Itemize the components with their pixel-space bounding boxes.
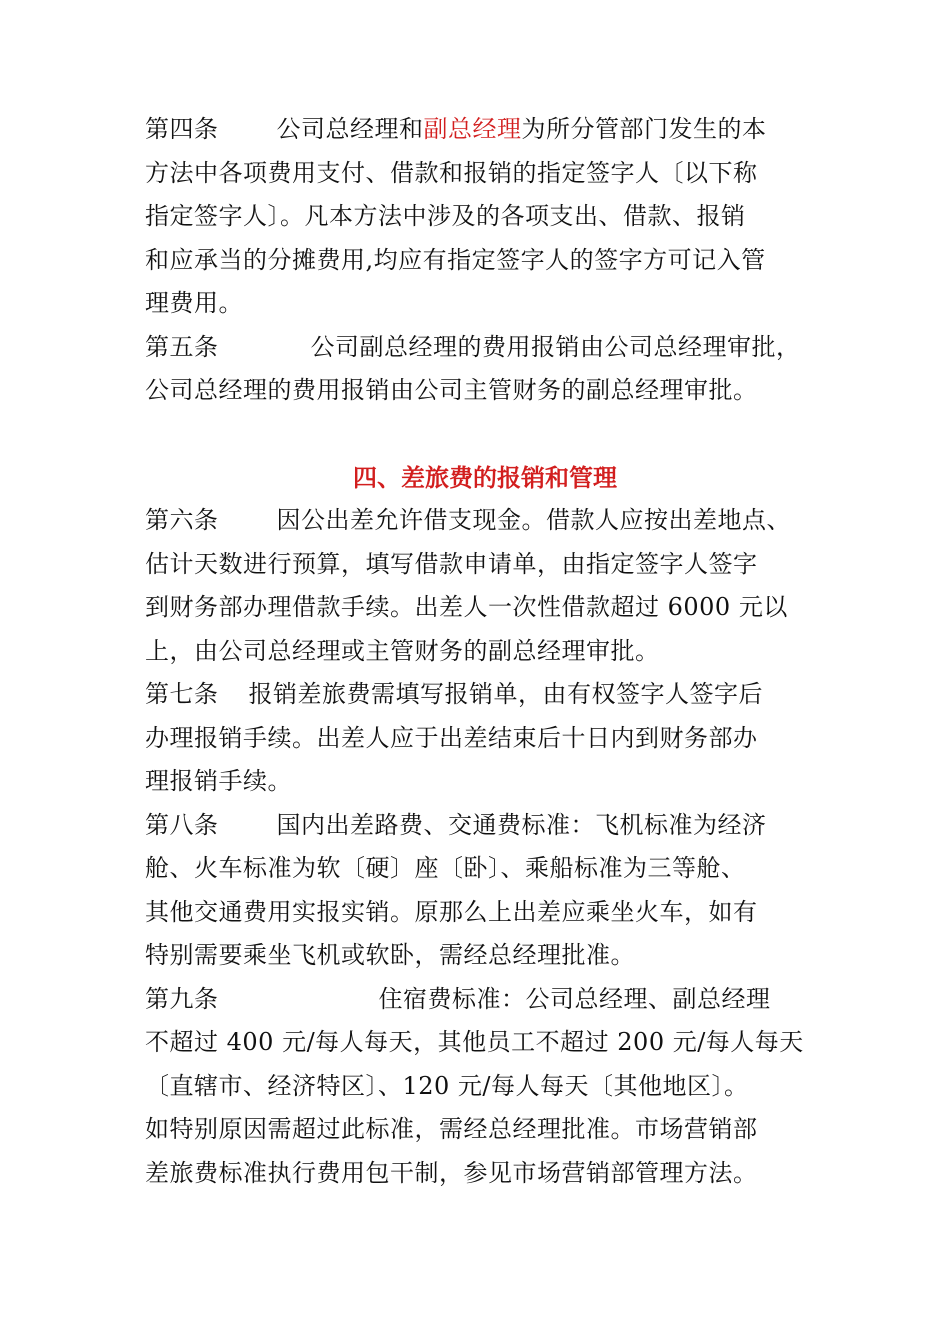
article-6-line-4: 上，由公司总经理或主管财务的副总经理审批。 [145, 636, 660, 665]
article-9-label: 第九条 [145, 984, 219, 1013]
article-7-line-2: 办理报销手续。出差人应于出差结束后十日内到财务部办 [145, 723, 758, 752]
article-6-line-1 [145, 499, 815, 543]
article-9-line-1 [145, 978, 815, 1022]
article-5-line-1 [145, 326, 815, 370]
article-4-text: 公司总经理和 [276, 115, 424, 143]
article-9-line-5: 差旅费标准执行费用包干制，参见市场营销部管理方法。 [145, 1158, 758, 1187]
article-7-label: 第七条 [145, 680, 219, 708]
article-9-text: 住宿费标准：公司总经理、副总经理 [378, 984, 771, 1013]
article-5-label: 第五条 [145, 332, 219, 361]
article-8-label: 第八条 [145, 810, 219, 839]
article-4-label: 第四条 [145, 115, 219, 143]
article-5-text: 公司副总经理的费用报销由公司总经理审批， [310, 332, 801, 361]
article-7-line-1 [145, 673, 815, 717]
article-4-line-5: 理费用。 [145, 289, 243, 317]
article-4-line-1 [145, 108, 815, 152]
article-8-line-3: 其他交通费用实报实销。原那么上出差应乘坐火车，如有 [145, 897, 758, 926]
article-4-line-2: 方法中各项费用支付、借款和报销的指定签字人〔以下称 [145, 158, 758, 187]
article-8-line-1 [145, 804, 815, 848]
article-4-highlight: 副总经理 [423, 115, 522, 143]
article-6-line-3: 到财务部办理借款手续。出差人一次性借款超过 6000 元以 [145, 593, 788, 621]
article-9-line-2: 不超过 400 元/每人每天，其他员工不超过 200 元/每人每天 [145, 1028, 804, 1056]
article-8-text: 国内出差路费、交通费标准：飞机标准为经济 [276, 810, 767, 839]
section-heading: 四、差旅费的报销和管理 [353, 462, 617, 492]
document-page [145, 108, 815, 1195]
article-6-text: 因公出差允许借支现金。借款人应按出差地点、 [276, 506, 791, 534]
article-9-line-4: 如特别原因需超过此标准，需经总经理批准。市场营销部 [145, 1115, 758, 1143]
article-4-line-3: 指定签字人〕。凡本方法中涉及的各项支出、借款、报销 [145, 202, 746, 230]
article-9-line-3: 〔直辖市、经济特区〕、120 元/每人每天〔其他地区〕。 [145, 1071, 749, 1100]
article-8-line-2: 舱、火车标准为软〔硬〕座〔卧〕、乘船标准为三等舱、 [145, 854, 746, 882]
article-7-text: 报销差旅费需填写报销单，由有权签字人签字后 [248, 680, 763, 708]
article-6-label: 第六条 [145, 506, 219, 534]
article-7-line-3: 理报销手续。 [145, 767, 292, 795]
article-5-line-2: 公司总经理的费用报销由公司主管财务的副总经理审批。 [145, 376, 758, 404]
article-6-line-2: 估计天数进行预算，填写借款申请单，由指定签字人签字 [145, 549, 758, 578]
article-4-line-4: 和应承当的分摊费用,均应有指定签字人的签字方可记入管 [145, 245, 766, 274]
article-8-line-4: 特别需要乘坐飞机或软卧，需经总经理批准。 [145, 941, 635, 969]
article-4-text: 为所分管部门发生的本 [521, 115, 767, 143]
